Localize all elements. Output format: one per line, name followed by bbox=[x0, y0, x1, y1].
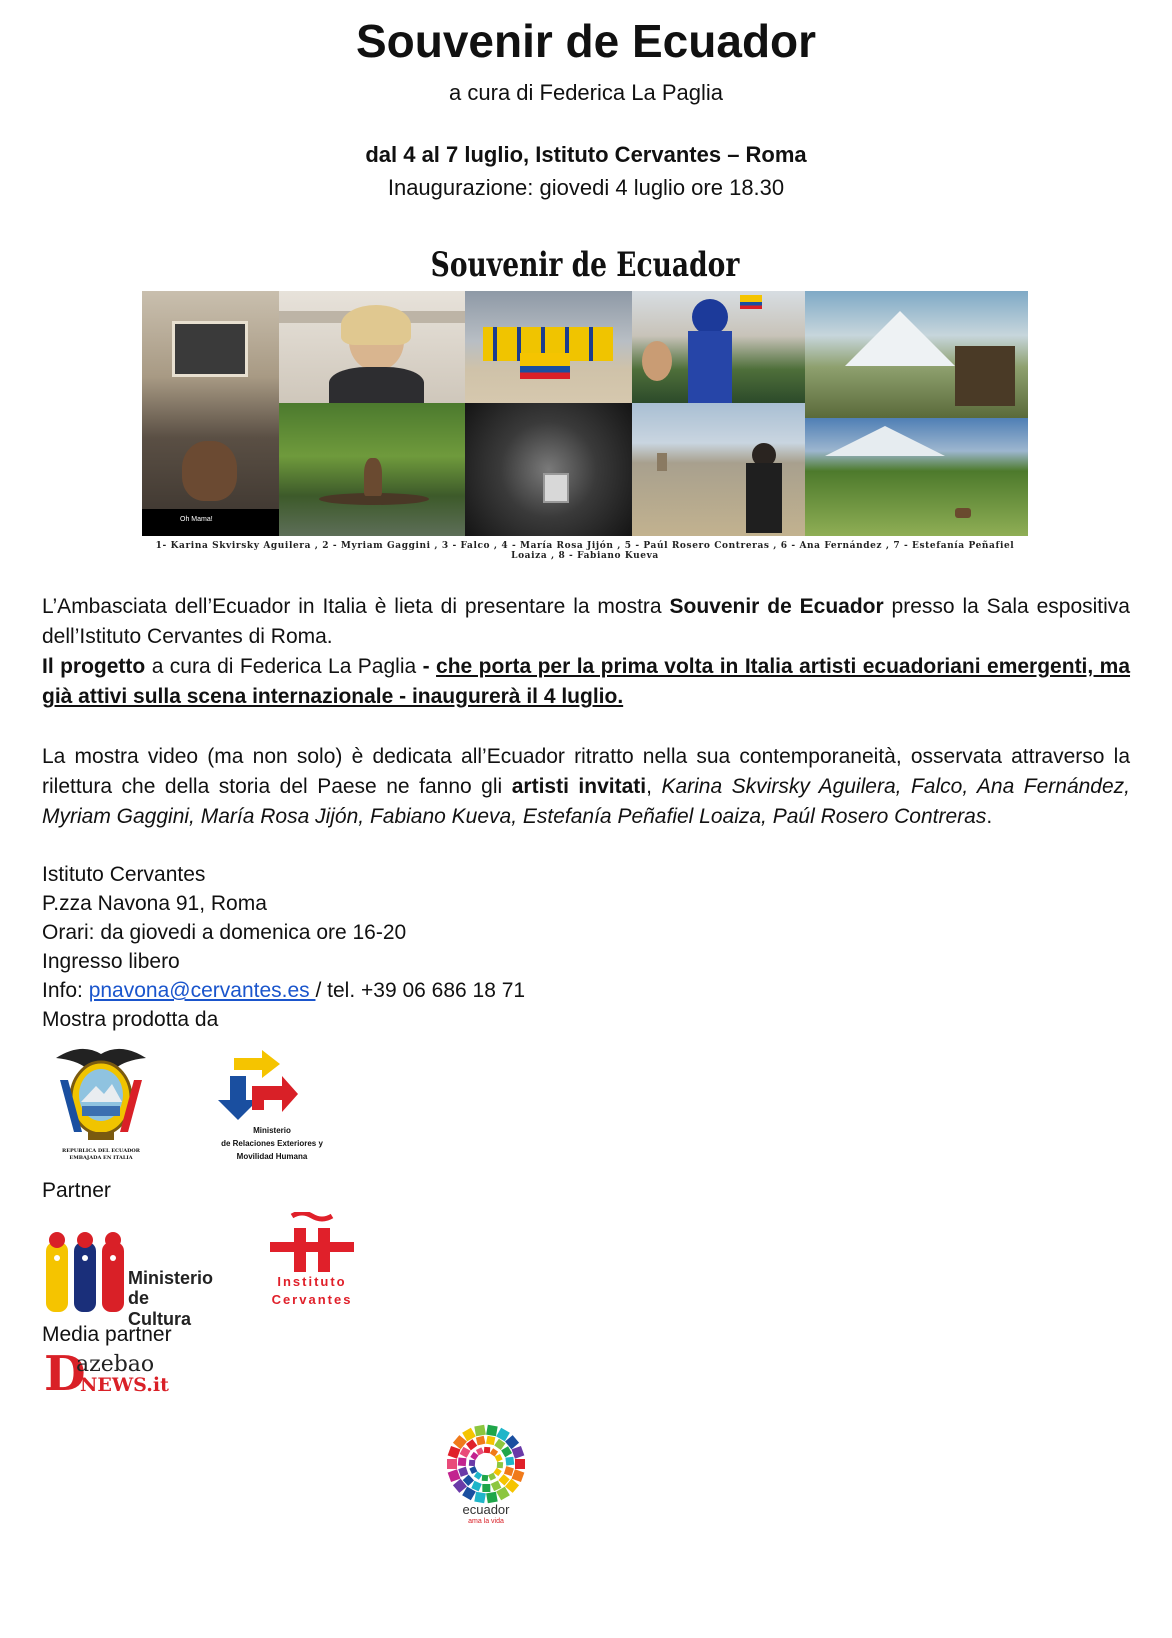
dates-venue-line: dal 4 al 7 luglio, Istituto Cervantes – Roma bbox=[365, 142, 807, 167]
artwork-tile-1 bbox=[142, 291, 279, 536]
ministerio-cultura-logo bbox=[44, 1228, 216, 1329]
banner-caption: 1- Karina Skvirsky Aguilera , 2 - Myriam Gaggini , 3 - Falco , 4 - María Rosa Jijón , 5 - Paúl Rosero Contreras , 6 - Ana Fernández , 7 - Estefanía Peñafiel Loaiza , 8 - Fabiano Kueva bbox=[155, 541, 1015, 561]
intro-paragraph bbox=[42, 592, 1130, 712]
artwork-collage bbox=[142, 291, 1028, 536]
ecuador-ama-la-vida-logo bbox=[438, 1424, 534, 1534]
info-label: Info: bbox=[42, 979, 89, 1002]
desc-text-1: La mostra video (ma non solo) è dedicata all’Ecuador ritratto nella sua contemporaneità, osservata attraverso la rilettura che della storia del Paese ne fanno gli bbox=[42, 745, 1130, 798]
cervantes-text-2: Cervantes bbox=[271, 1292, 353, 1307]
exhibition-banner bbox=[142, 245, 1028, 561]
flower-petal bbox=[493, 1468, 501, 1476]
produced-by-label: Mostra prodotta da bbox=[42, 1008, 219, 1031]
flower-petal bbox=[482, 1475, 488, 1481]
coat-of-arms-icon bbox=[46, 1040, 156, 1150]
flower-petal bbox=[512, 1446, 525, 1459]
intro-text-2: presso la Sala espositiva dell’Istituto Cervantes di Roma. bbox=[42, 595, 1130, 648]
flower-petal bbox=[469, 1466, 477, 1474]
phone-text: / tel. +39 06 686 18 71 bbox=[315, 979, 526, 1002]
artwork-tile-5 bbox=[465, 403, 632, 536]
intro-exhibition-name: Souvenir de Ecuador bbox=[669, 595, 884, 618]
dazebao-d: D bbox=[44, 1346, 86, 1402]
flower-petal bbox=[460, 1447, 471, 1458]
flower-petal bbox=[474, 1471, 482, 1479]
intro-highlight: che porta per la prima volta in Italia artisti ecuadoriani emergenti, ma già attivi sulla scena internazionale - inaugurerà il 4 luglio. bbox=[42, 655, 1131, 708]
flower-petal bbox=[505, 1457, 514, 1466]
flower-petal bbox=[486, 1436, 495, 1445]
ministry-text-2: de Relaciones Exteriores y bbox=[221, 1139, 323, 1148]
flower-petal bbox=[484, 1447, 490, 1453]
flower-petal bbox=[512, 1469, 525, 1482]
flower-petal bbox=[476, 1436, 486, 1446]
embassy-text-1: REPUBLICA DEL ECUADOR bbox=[62, 1148, 140, 1154]
artwork-tile-3 bbox=[279, 403, 465, 536]
cervantes-symbol-icon bbox=[264, 1212, 360, 1272]
flower-petal bbox=[476, 1447, 484, 1455]
venue-address: P.zza Navona 91, Roma bbox=[42, 892, 267, 915]
artwork-tile-4 bbox=[465, 291, 632, 403]
media-partner-label: Media partner bbox=[42, 1323, 172, 1346]
intro-project-label: Il progetto bbox=[42, 655, 146, 678]
embassy-coat-of-arms-logo bbox=[46, 1040, 156, 1165]
ecuador-brand-name: ecuador bbox=[462, 1502, 510, 1517]
embassy-text-2: EMBAJADA EN ITALIA bbox=[69, 1155, 133, 1161]
opening-line: Inaugurazione: giovedi 4 luglio ore 18.30 bbox=[387, 175, 785, 200]
flower-petal bbox=[458, 1457, 467, 1466]
curator-line: a cura di Federica La Paglia bbox=[449, 80, 723, 105]
dazebao-top: azebao bbox=[76, 1352, 155, 1377]
description-paragraph bbox=[42, 742, 1130, 832]
flower-petal bbox=[471, 1481, 482, 1492]
flower-petal bbox=[482, 1484, 490, 1492]
page-title: Souvenir de Ecuador bbox=[355, 15, 817, 67]
flower-petal bbox=[504, 1466, 514, 1476]
entry-info: Ingresso libero bbox=[42, 950, 180, 973]
desc-text-2: , bbox=[646, 775, 662, 798]
dazebao-bottom: NEWS.it bbox=[80, 1374, 169, 1396]
intro-text-1: L’Ambasciata dell’Ecuador in Italia è lieta di presentare la mostra bbox=[42, 595, 670, 618]
artwork-tile-8 bbox=[805, 291, 1028, 418]
artwork-tile-7 bbox=[632, 403, 805, 536]
flower-petal bbox=[447, 1459, 457, 1469]
instituto-cervantes-logo bbox=[264, 1212, 360, 1316]
flower-petal bbox=[490, 1448, 498, 1456]
cervantes-text-1: Instituto bbox=[277, 1274, 347, 1289]
flower-petal bbox=[458, 1467, 468, 1477]
cultura-figures-icon bbox=[44, 1228, 126, 1313]
ministry-text-1: Ministerio bbox=[253, 1126, 291, 1135]
ministry-arrows-icon bbox=[212, 1050, 332, 1122]
banner-title: Souvenir de Ecuador bbox=[430, 245, 740, 285]
flower-petal bbox=[495, 1454, 503, 1462]
venue-name: Istituto Cervantes bbox=[42, 863, 206, 886]
desc-artists-label: artisti invitati bbox=[511, 775, 647, 798]
dazebao-news-logo bbox=[44, 1346, 184, 1402]
desc-text-3: . bbox=[986, 805, 993, 828]
artwork-tile-2 bbox=[279, 291, 465, 403]
cultura-text-1: Ministerio bbox=[128, 1268, 214, 1288]
ecuador-tagline: ama la vida bbox=[468, 1518, 504, 1525]
cultura-text-2: de Cultura bbox=[128, 1288, 191, 1329]
flower-petal bbox=[448, 1469, 461, 1482]
intro-dash: - bbox=[422, 655, 437, 678]
flower-petal bbox=[488, 1473, 496, 1481]
partner-label: Partner bbox=[42, 1179, 111, 1202]
contact-line bbox=[42, 976, 525, 1006]
flower-petal bbox=[474, 1425, 486, 1437]
flower-petal bbox=[515, 1459, 525, 1469]
ministry-text-3: Movilidad Humana bbox=[236, 1152, 308, 1161]
email-link[interactable]: pnavona@cervantes.es bbox=[88, 979, 316, 1002]
opening-hours: Orari: da giovedi a domenica ore 16-20 bbox=[42, 921, 407, 944]
tile-caption: Oh Mama! bbox=[180, 516, 213, 523]
flower-petal bbox=[448, 1446, 461, 1459]
flower-petal bbox=[470, 1452, 478, 1460]
flower-petal bbox=[469, 1460, 475, 1466]
desc-artist-list: Karina Skvirsky Aguilera, Falco, Ana Fernández, Myriam Gaggini, María Rosa Jijón, Fabiano Kueva, Estefanía Peñafiel Loaiza, Paúl Rosero Contreras bbox=[42, 775, 1130, 828]
ecuador-flower-icon bbox=[438, 1424, 534, 1504]
flower-petal bbox=[486, 1425, 498, 1437]
flower-petal bbox=[497, 1462, 503, 1468]
intro-text-3: a cura di Federica La Paglia bbox=[145, 655, 423, 678]
artwork-tile-6 bbox=[632, 291, 805, 403]
flower-petal bbox=[491, 1480, 502, 1491]
artwork-tile-9 bbox=[805, 418, 1028, 536]
ministry-foreign-affairs-logo bbox=[212, 1050, 332, 1165]
